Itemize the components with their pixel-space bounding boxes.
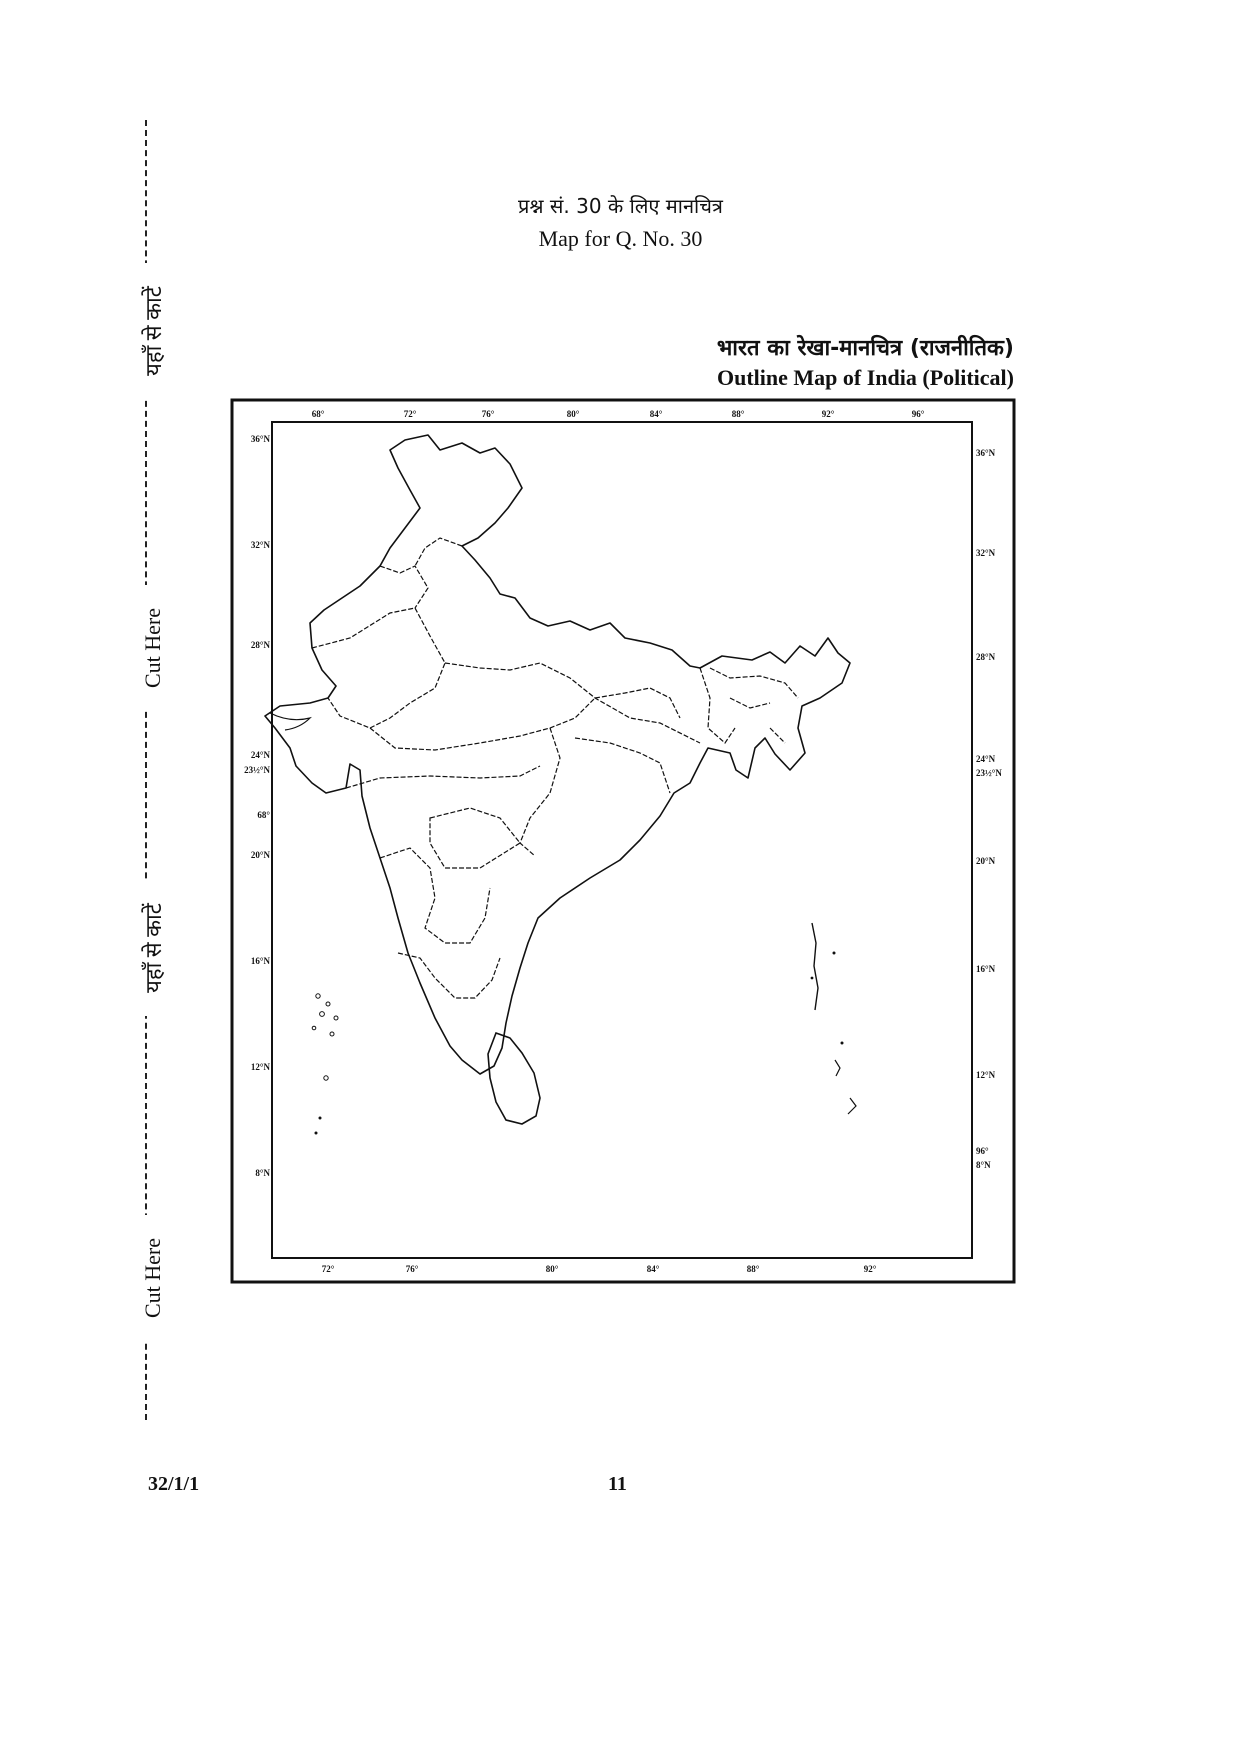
right-latitude-label-6: 16°N	[976, 964, 996, 974]
top-longitude-label-6: 92°	[821, 409, 835, 419]
left-latitude-label-0: 36°N	[250, 434, 270, 444]
boundary-telangana	[430, 808, 520, 868]
right-latitude-label-2: 28°N	[976, 652, 996, 662]
bottom-longitude-label-0: 72°	[321, 1264, 335, 1274]
cut-label-english-top: Cut Here	[140, 585, 166, 711]
left-latitude-label-3: 24°N	[250, 750, 270, 760]
andaman-islands	[812, 923, 818, 1010]
left-latitude-label-5: 68°	[257, 810, 270, 820]
map-title-english: Outline Map of India (Political)	[717, 365, 1014, 390]
gulf-of-kutch	[270, 713, 310, 730]
top-longitude-label-2: 76°	[481, 409, 495, 419]
right-latitude-label-7: 12°N	[976, 1070, 996, 1080]
right-latitude-label-5: 20°N	[976, 856, 996, 866]
cut-label-english-bottom: Cut Here	[140, 1215, 166, 1341]
boundary-rajasthan	[312, 608, 445, 728]
map-outer-frame	[232, 400, 1014, 1282]
page-number: 11	[608, 1473, 627, 1495]
boundary-up	[445, 663, 700, 743]
map-inner-frame	[272, 422, 972, 1258]
bottom-longitude-label-1: 76°	[405, 1264, 419, 1274]
india-mainland-outline	[265, 435, 850, 1074]
boundary-gujarat-mh	[346, 766, 540, 788]
left-latitude-label-8: 12°N	[250, 1062, 270, 1072]
nicobar-islands	[835, 1060, 856, 1114]
right-latitude-label-4: 23½°N	[976, 768, 1002, 778]
right-latitude-label-0: 36°N	[976, 448, 996, 458]
minor-islands	[315, 952, 844, 1135]
question-header-hindi: प्रश्न सं. 30 के लिए मानचित्र	[518, 194, 723, 218]
boundary-karnataka	[380, 848, 490, 943]
bottom-longitude-label-4: 88°	[746, 1264, 760, 1274]
right-latitude-label-9: 8°N	[976, 1160, 991, 1170]
top-longitude-label-4: 84°	[649, 409, 663, 419]
top-longitude-label-1: 72°	[403, 409, 417, 419]
boundary-bangladesh	[700, 668, 735, 743]
left-latitude-labels	[244, 434, 270, 1178]
cut-label-hindi-bottom: यहाँ से काटें	[138, 880, 168, 1016]
boundary-tn-kerala	[398, 953, 500, 998]
left-latitude-label-6: 20°N	[250, 850, 270, 860]
top-longitude-label-5: 88°	[731, 409, 745, 419]
boundary-punjab	[380, 566, 428, 608]
boundary-mp	[370, 698, 595, 750]
outline-map-india	[230, 398, 1016, 1284]
map-title-hindi: भारत का रेखा-मानचित्र (राजनीतिक)	[716, 336, 1014, 361]
paper-code: 32/1/1	[148, 1473, 200, 1495]
left-latitude-label-2: 28°N	[250, 640, 270, 650]
left-latitude-label-1: 32°N	[250, 540, 270, 550]
top-longitude-label-3: 80°	[566, 409, 580, 419]
boundary-bihar-jh	[595, 688, 680, 718]
left-latitude-label-4: 23½°N	[244, 765, 270, 775]
bottom-longitude-label-5: 92°	[863, 1264, 877, 1274]
top-longitude-label-0: 68°	[311, 409, 325, 419]
boundary-odisha	[575, 738, 670, 793]
state-boundaries	[312, 538, 798, 998]
bottom-longitude-label-2: 80°	[545, 1264, 559, 1274]
bottom-longitude-label-3: 84°	[646, 1264, 660, 1274]
boundary-chhattisgarh	[520, 728, 560, 856]
right-latitude-label-1: 32°N	[976, 548, 996, 558]
right-latitude-label-8: 96°	[976, 1146, 989, 1156]
boundary-ne-states	[710, 668, 798, 743]
left-latitude-label-9: 8°N	[255, 1168, 270, 1178]
bottom-longitude-labels	[322, 1264, 877, 1274]
right-latitude-label-3: 24°N	[976, 754, 996, 764]
right-latitude-labels	[976, 448, 1002, 1170]
boundary-jk-hp	[415, 538, 462, 566]
left-latitude-label-7: 16°N	[250, 956, 270, 966]
top-longitude-label-7: 96°	[911, 409, 925, 419]
question-header-english: Map for Q. No. 30	[538, 226, 703, 251]
top-longitude-labels	[312, 409, 925, 419]
lakshadweep-islands	[312, 994, 338, 1080]
sri-lanka-outline	[488, 1033, 540, 1124]
cut-label-hindi-top: यहाँ से काटें	[138, 263, 168, 399]
